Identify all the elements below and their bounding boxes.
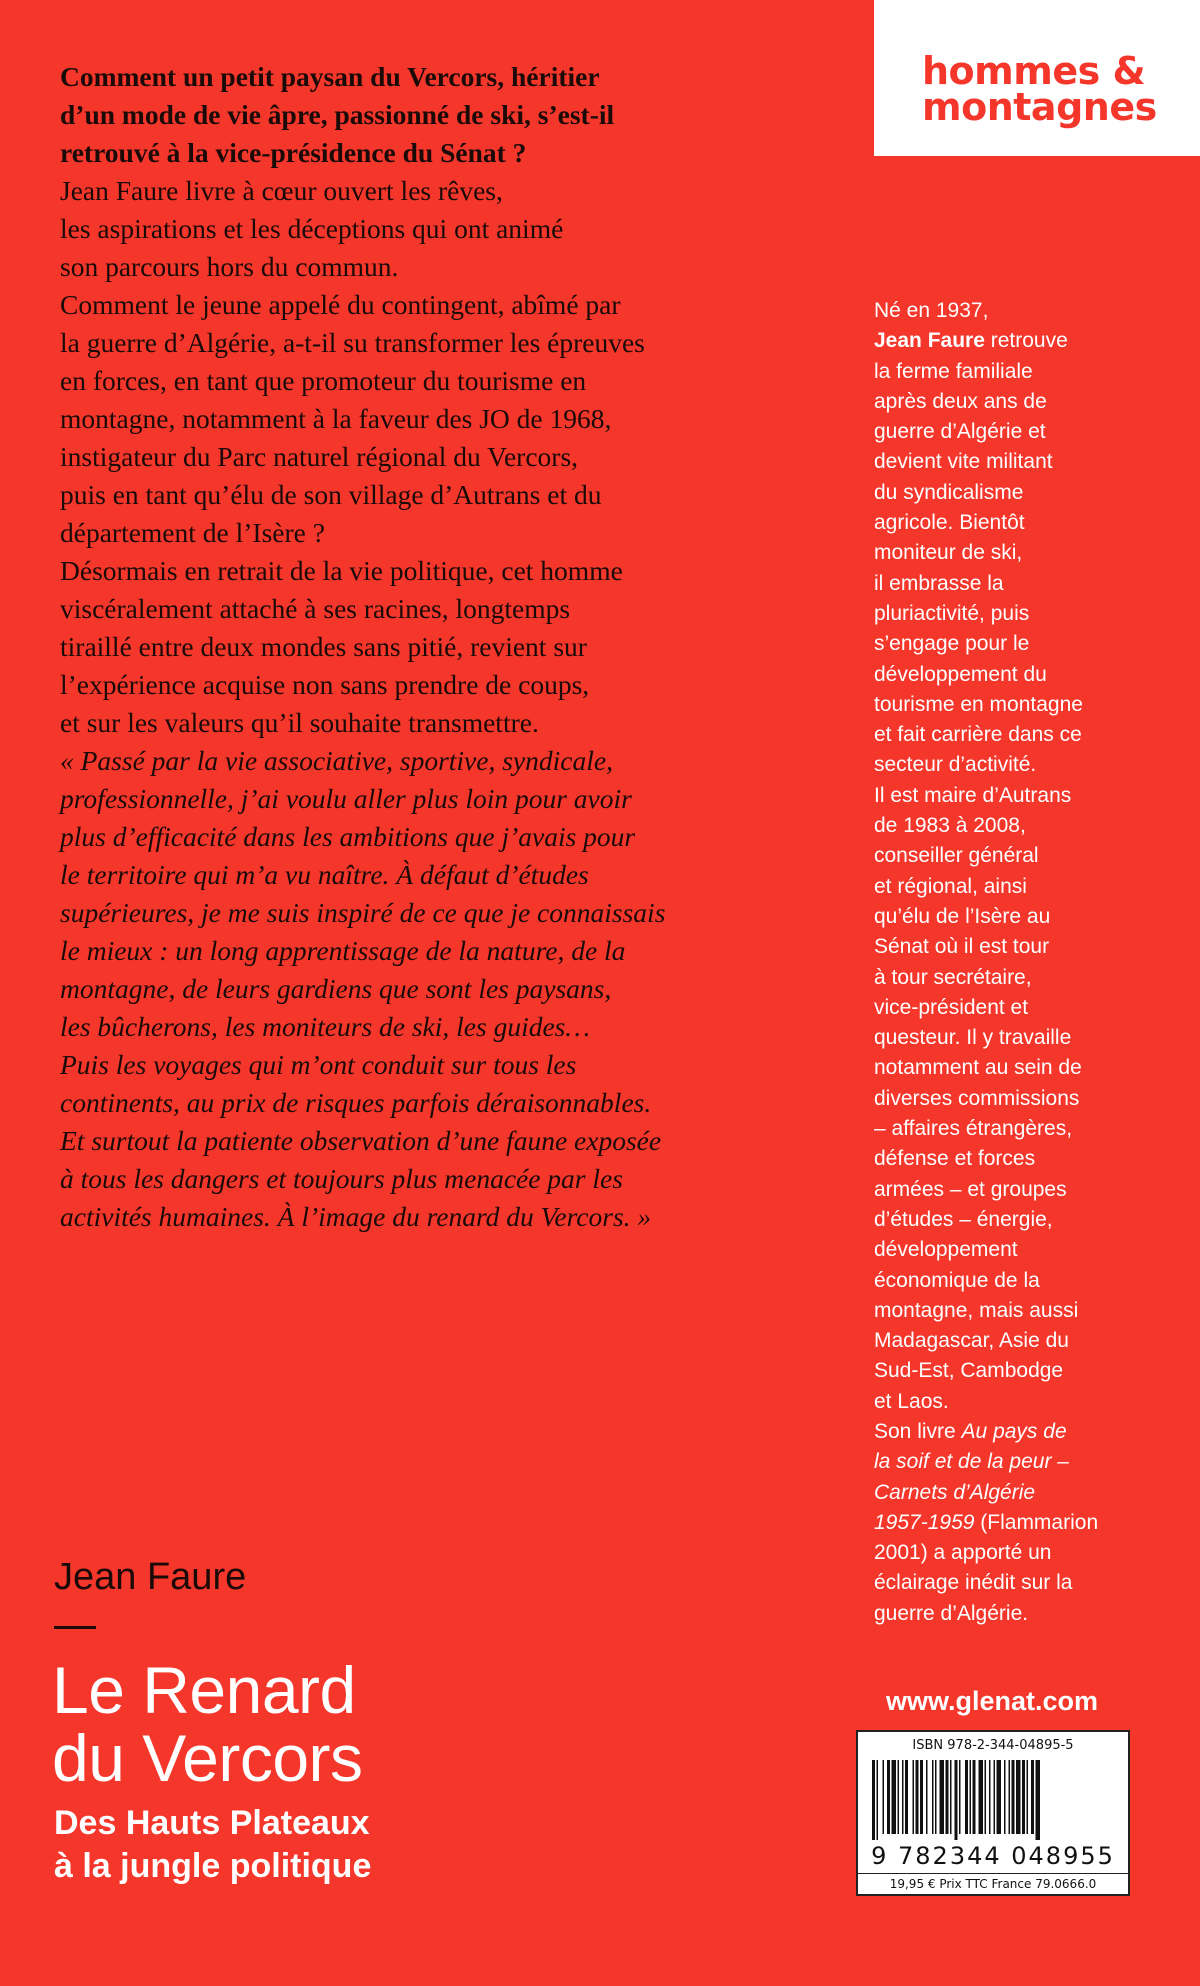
bio-line: diverses commissions	[874, 1086, 1080, 1110]
blurb-body-line: montagne, notamment à la faveur des JO de 1968,	[60, 403, 612, 434]
blurb-quote-line: supérieures, je me suis inspiré de ce que je connaissais	[60, 897, 666, 928]
bio-line: questeur. Il y travaille	[874, 1026, 1072, 1050]
blurb-body-line: la guerre d’Algérie, a-t-il su transformer les épreuves	[60, 327, 645, 358]
barcode-bar	[959, 1760, 961, 1834]
bio-line	[874, 1508, 1174, 1538]
book-title-line: du Vercors	[52, 1721, 363, 1795]
publisher-website: www.glenat.com	[885, 1686, 1098, 1716]
blurb-quote-line: à tous les dangers et toujours plus menacée par les	[60, 1163, 623, 1194]
barcode-bar	[973, 1760, 976, 1834]
barcode-bar	[946, 1760, 949, 1834]
blurb-body-line: l’expérience acquise non sans prendre de coups,	[60, 669, 590, 700]
blurb-quote-line: continents, au prix de risques parfois déraisonnables.	[60, 1087, 652, 1118]
barcode-number: 9 782344 048955	[871, 1842, 1115, 1870]
barcode-bar	[883, 1760, 885, 1834]
series-logo-line2: montagnes	[922, 85, 1157, 129]
bio-line: – affaires étrangères,	[874, 1117, 1073, 1141]
bio-line: guerre d’Algérie.	[874, 1601, 1029, 1625]
blurb-body-line: Désormais en retrait de la vie politique, cet homme	[60, 555, 623, 586]
barcode-bar	[935, 1760, 937, 1834]
bio-line: secteur d’activité.	[874, 753, 1037, 777]
barcode-bar	[892, 1760, 897, 1834]
bio-line: tourisme en montagne	[874, 692, 1083, 716]
bio-line: et régional, ainsi	[874, 874, 1027, 898]
bio-line: 2001) a apporté un	[874, 1541, 1052, 1565]
bio-line: développement du	[874, 662, 1047, 686]
bio-line: conseiller général	[874, 844, 1039, 868]
bio-line: s’engage pour le	[874, 632, 1030, 656]
bio-line: et Laos.	[874, 1389, 949, 1413]
blurb-body-line: viscéralement attaché à ses racines, longtemps	[60, 593, 571, 624]
bio-line: Sud-Est, Cambodge	[874, 1359, 1064, 1383]
bio-book-title: 1957-1959	[874, 1510, 975, 1534]
barcode-bar	[1004, 1760, 1006, 1834]
barcode-bar	[997, 1760, 1002, 1834]
blurb-quote-line: Puis les voyages qui m’ont conduit sur tous les	[60, 1049, 577, 1080]
bio-line: du syndicalisme	[874, 480, 1024, 504]
series-logo-line1: hommes &	[922, 49, 1146, 93]
blurb-body-line: instigateur du Parc naturel régional du Vercors,	[60, 441, 579, 472]
bio-line: Il est maire d’Autrans	[874, 783, 1072, 807]
bio-line: Né en 1937,	[874, 299, 989, 322]
book-subtitle	[54, 1802, 371, 1888]
blurb-quote-line: activités humaines. À l’image du renard du Vercors. »	[60, 1201, 652, 1232]
barcode-bar	[877, 1760, 879, 1840]
barcode-bar	[965, 1760, 968, 1834]
barcode-bar	[926, 1760, 928, 1834]
bio-line: il embrasse la	[874, 571, 1004, 595]
blurb-body-line: en forces, en tant que promoteur du tourisme en	[60, 365, 587, 396]
bio-line: qu’élu de l’Isère au	[874, 904, 1051, 928]
bio-line: à tour secrétaire,	[874, 965, 1032, 989]
bio-line-rest: retrouve	[984, 329, 1068, 353]
bio-line: économique de la	[874, 1268, 1040, 1292]
blurb-question-line: d’un mode de vie âpre, passionné de ski, s’est-il	[60, 99, 615, 130]
bio-line: armées – et groupes	[874, 1177, 1067, 1201]
barcode-bar	[920, 1760, 923, 1834]
blurb-question-line: Comment un petit paysan du Vercors, héritier	[60, 61, 600, 92]
blurb	[60, 58, 780, 1236]
barcode-bar	[985, 1760, 987, 1834]
bio-book-publisher: (Flammarion	[974, 1510, 1099, 1534]
barcode-bar	[994, 1760, 996, 1834]
bio-line: et fait carrière dans ce	[874, 723, 1082, 747]
blurb-question-line: retrouvé à la vice-présidence du Sénat ?	[60, 137, 527, 168]
bio-line: Madagascar, Asie du	[874, 1329, 1069, 1353]
barcode-bar	[1009, 1760, 1011, 1834]
bio-author-name: Jean Faure	[874, 329, 985, 353]
barcode-bar	[902, 1760, 904, 1834]
blurb-body-line: puis en tant qu’élu de son village d’Autrans et du	[60, 479, 602, 510]
blurb-body-line: tiraillé entre deux mondes sans pitié, revient sur	[60, 631, 587, 662]
author-bio	[874, 296, 1174, 1629]
book-title-line: Le Renard	[52, 1653, 356, 1727]
blurb-quote-line: le mieux : un long apprentissage de la nature, de la	[60, 935, 626, 966]
book-subtitle-line: à la jungle politique	[54, 1847, 372, 1885]
bio-line: devient vite militant	[874, 450, 1053, 474]
bio-book-title: Au pays de	[961, 1419, 1067, 1443]
barcode-bar	[955, 1760, 958, 1840]
barcode-bar	[872, 1760, 875, 1840]
bio-book-pre: Son livre	[874, 1419, 962, 1443]
bio-line: notamment au sein de	[874, 1056, 1082, 1080]
isbn-text: ISBN 978-2-344-04895-5	[912, 1738, 1074, 1753]
barcode-bar	[932, 1760, 934, 1834]
bio-line: guerre d’Algérie et	[874, 420, 1046, 444]
bio-line: de 1983 à 2008,	[874, 814, 1026, 838]
bio-line: éclairage inédit sur la	[874, 1571, 1073, 1595]
series-logo	[874, 0, 1200, 156]
blurb-body-line: les aspirations et les déceptions qui ont animé	[60, 213, 564, 244]
barcode-bar	[1012, 1760, 1015, 1834]
barcode-bar	[979, 1760, 984, 1834]
blurb-quote-line: professionnelle, j’ai voulu aller plus loin pour avoir	[60, 783, 632, 814]
bio-line: défense et forces	[874, 1147, 1036, 1171]
blurb-body-line: département de l’Isère ?	[60, 517, 325, 548]
barcode-bar	[989, 1760, 991, 1834]
bio-book-title: Carnets d’Algérie	[874, 1480, 1036, 1504]
author-divider	[54, 1626, 96, 1629]
bio-line	[874, 1417, 1174, 1447]
blurb-body-line: et sur les valeurs qu’il souhaite transmettre.	[60, 707, 539, 738]
bio-book-title: la soif et de la peur –	[874, 1450, 1069, 1474]
barcode-bar	[916, 1760, 919, 1834]
blurb-quote-line: Et surtout la patiente observation d’une faune exposée	[60, 1125, 662, 1156]
blurb-quote-line: montagne, de leurs gardiens que sont les paysans,	[60, 973, 612, 1004]
barcode-icon	[870, 1760, 1116, 1840]
blurb-body-line: Jean Faure livre à cœur ouvert les rêves,	[60, 175, 503, 206]
blurb-quote-line: plus d’efficacité dans les ambitions que j’avais pour	[60, 821, 636, 852]
barcode-bar	[1031, 1760, 1034, 1834]
blurb-quote-line: « Passé par la vie associative, sportive, syndicale,	[60, 745, 613, 776]
barcode-bar	[905, 1760, 908, 1834]
barcode-bar	[970, 1760, 972, 1834]
barcode-bar	[887, 1760, 890, 1834]
bio-line: moniteur de ski,	[874, 541, 1023, 565]
price-line: 19,95 € Prix TTC France 79.0666.0	[858, 1873, 1128, 1894]
bio-line: pluriactivité, puis	[874, 601, 1030, 625]
bio-line: agricole. Bientôt	[874, 511, 1025, 535]
bio-line: d’études – énergie,	[874, 1207, 1053, 1231]
book-subtitle-line: Des Hauts Plateaux	[54, 1804, 370, 1842]
bio-line	[874, 326, 1174, 356]
barcode-bar	[940, 1760, 945, 1834]
bio-line: la ferme familiale	[874, 359, 1033, 383]
blurb-body-line: Comment le jeune appelé du contingent, abîmé par	[60, 289, 621, 320]
book-title	[52, 1653, 363, 1795]
barcode-bar	[913, 1760, 915, 1834]
barcode-bar	[1016, 1760, 1021, 1834]
book-author: Jean Faure	[54, 1556, 247, 1598]
bio-line: montagne, mais aussi	[874, 1298, 1079, 1322]
blurb-quote-line: le territoire qui m’a vu naître. À défaut d’études	[60, 859, 589, 890]
bio-line: après deux ans de	[874, 389, 1047, 413]
barcode-bar	[950, 1760, 952, 1834]
barcode-bar	[898, 1760, 900, 1834]
bio-line: vice-président et	[874, 995, 1029, 1019]
barcode-bar	[1036, 1760, 1041, 1840]
blurb-body-line: son parcours hors du commun.	[60, 251, 399, 282]
barcode-box	[856, 1730, 1130, 1896]
barcode-bar	[1022, 1760, 1025, 1834]
bio-line: développement	[874, 1238, 1018, 1262]
barcode-bar	[1027, 1760, 1029, 1834]
blurb-quote-line: les bûcherons, les moniteurs de ski, les guides…	[60, 1011, 590, 1042]
bio-line: Sénat où il est tour	[874, 935, 1050, 959]
